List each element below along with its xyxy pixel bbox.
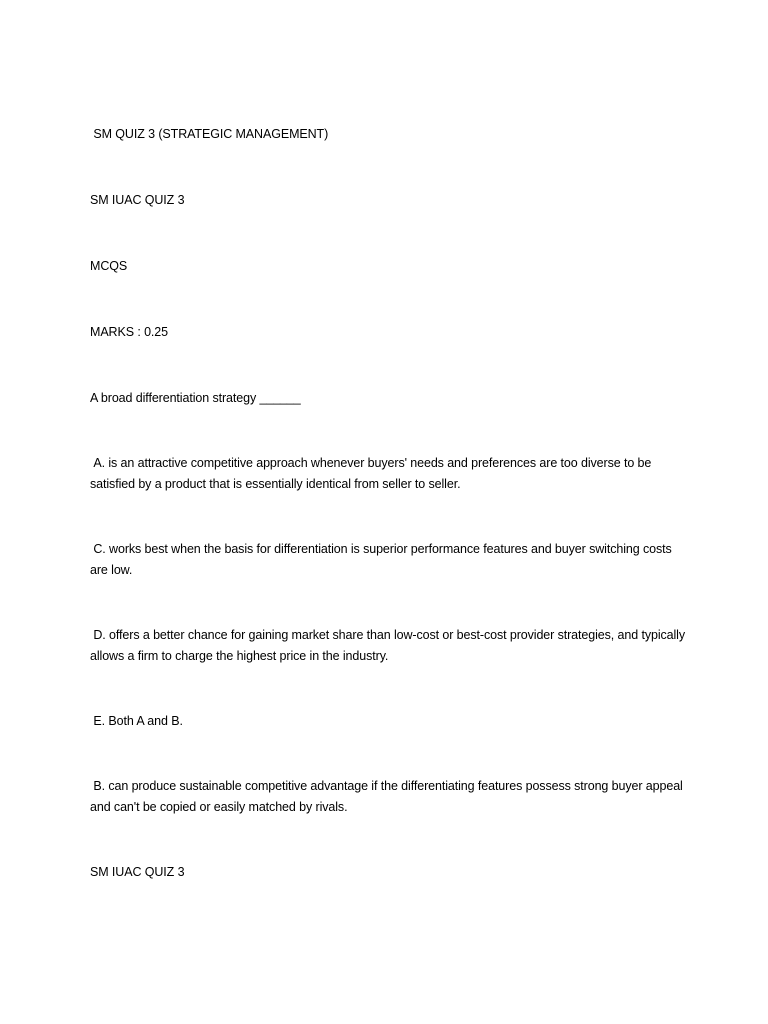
marks-label: MARKS : 0.25 xyxy=(90,325,168,339)
section-label: MCQS xyxy=(90,259,128,273)
option-b: B. can produce sustainable competitive advantage if the differentiating features possess strong buyer appeal and can't be copied or easily matched by rivals. xyxy=(90,779,687,814)
option-e: E. Both A and B. xyxy=(90,714,183,728)
option-a: A. is an attractive competitive approach whenever buyers' needs and preferences are too diverse to be satisfied by a product that is essentially identical from seller to seller. xyxy=(90,456,655,491)
quiz-subtitle: SM IUAC QUIZ 3 xyxy=(90,193,185,207)
option-c: C. works best when the basis for differentiation is superior performance features and buyer switching costs are low. xyxy=(90,542,675,577)
question-text: A broad differentiation strategy ______ xyxy=(90,391,301,405)
footer-subtitle: SM IUAC QUIZ 3 xyxy=(90,865,185,879)
option-d: D. offers a better chance for gaining market share than low-cost or best-cost provider strategies, and typically allows a firm to charge the highest price in the industry. xyxy=(90,628,689,663)
document-title: SM QUIZ 3 (STRATEGIC MANAGEMENT) xyxy=(90,127,329,141)
